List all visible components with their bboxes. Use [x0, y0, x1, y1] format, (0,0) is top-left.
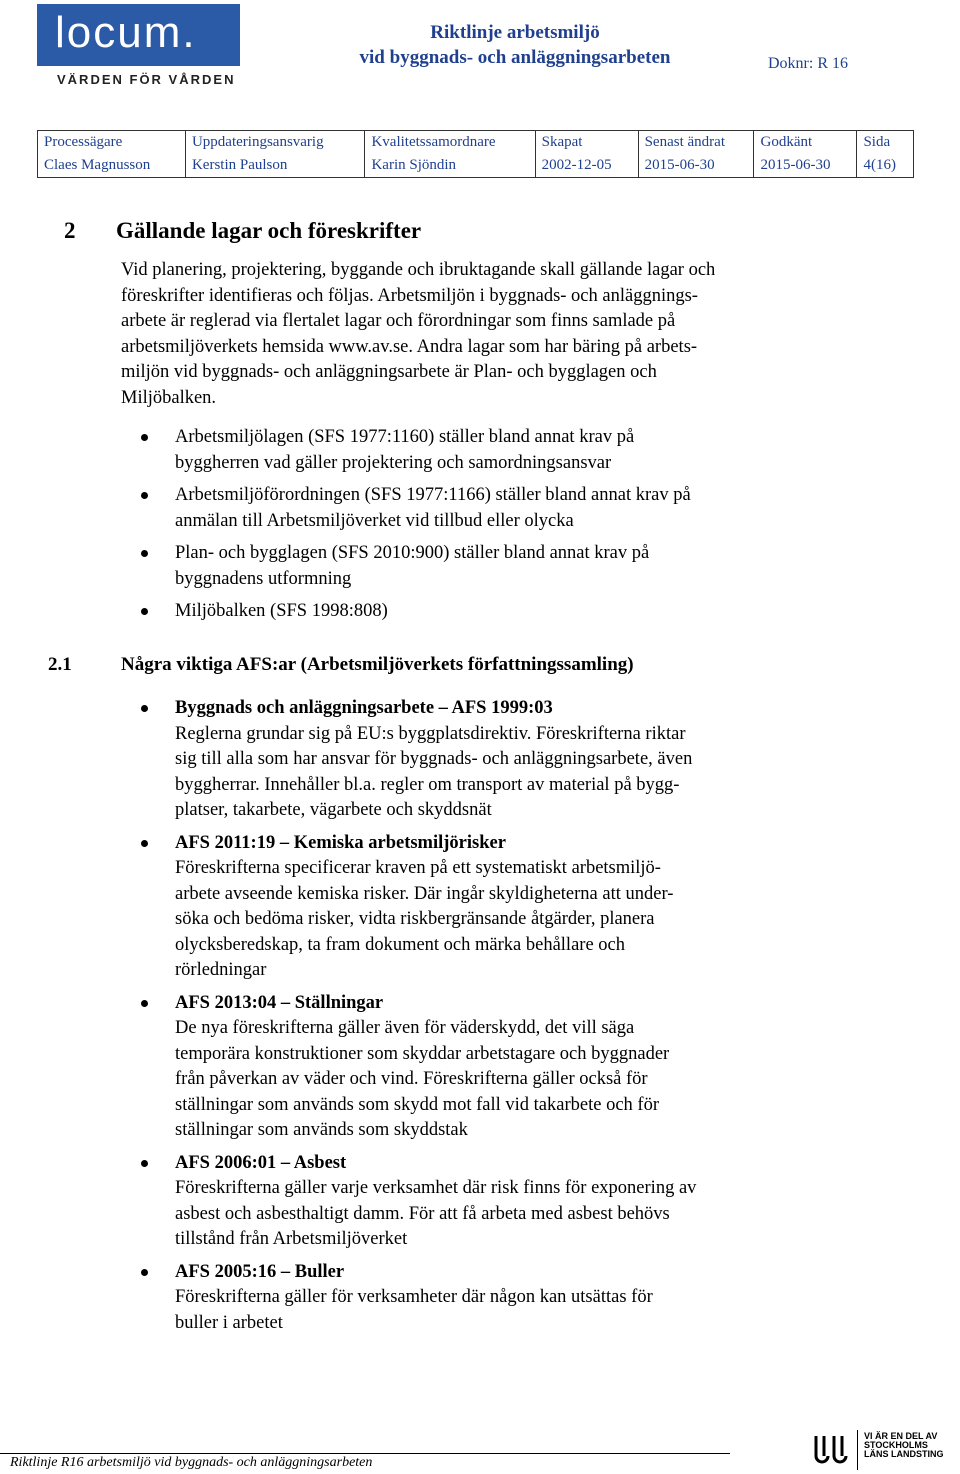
paragraph-line: föreskrifter identifieras och följas. Arbetsmiljön i byggnads- och anläggnings- [121, 285, 698, 306]
meta-value-cell: Claes Magnusson [38, 154, 186, 178]
meta-header-cell: Godkänt [754, 131, 857, 155]
list-item [140, 425, 820, 476]
paragraph-line: Miljöbalken. [121, 387, 217, 408]
sll-logo [812, 1430, 960, 1470]
meta-value-cell: 2015-06-30 [754, 154, 857, 178]
paragraph-line: miljön vid byggnads- och anläggningsarbete är Plan- och bygglagen och [121, 362, 657, 382]
list-line: De nya föreskrifterna gäller även för väderskydd, det vill säga [175, 1018, 635, 1038]
list-line: Plan- och bygglagen (SFS 2010:900) ställer bland annat krav på [175, 543, 650, 563]
list-line: buller i arbetet [175, 1312, 283, 1333]
list-line: asbest och asbesthaltigt damm. För att få arbeta med asbest behövs [175, 1203, 670, 1224]
list-item [140, 541, 820, 592]
list-item [140, 991, 820, 1144]
title-line-1: Riktlinje arbetsmiljö [430, 22, 600, 43]
afs-heading: AFS 2006:01 – Asbest [175, 1152, 347, 1173]
afs-heading: AFS 2005:16 – Buller [175, 1261, 345, 1282]
afs-heading: AFS 2011:19 – Kemiska arbetsmiljörisker [175, 832, 506, 853]
section-heading [64, 218, 421, 244]
sll-text-line: STOCKHOLMS [864, 1440, 928, 1450]
paragraph-line: arbetsmiljöverkets hemsida www.av.se. Andra lagar som har bäring på arbets- [121, 336, 698, 357]
list-line: ställningar som används som skyddstak [175, 1120, 468, 1140]
list-line: Föreskrifterna gäller varje verksamhet där risk finns för exponering av [175, 1178, 697, 1198]
footer-divider [0, 1453, 730, 1454]
list-line: Arbetsmiljölagen (SFS 1977:1160) ställer bland annat krav på [175, 427, 635, 447]
list-item [140, 1151, 820, 1253]
afs-heading: Byggnads och anläggningsarbete – AFS 1999:03 [175, 698, 553, 718]
subsection-number: 2.1 [48, 654, 72, 675]
sll-text [864, 1432, 960, 1459]
list-line: anmälan till Arbetsmiljöverket vid tillbud eller olycka [175, 510, 574, 531]
list-item [140, 696, 820, 824]
list-line: Arbetsmiljöförordningen (SFS 1977:1166) ställer bland annat krav på [175, 485, 691, 505]
list-line: från påverkan av väder och vind. Föreskrifterna gäller också för [175, 1069, 648, 1089]
sll-text-line: LÄNS LANDSTING [864, 1449, 944, 1459]
bullet-icon [141, 705, 148, 712]
list-line: ställningar som används som skydd mot fall vid takarbete och för [175, 1094, 659, 1115]
list-line: platser, takarbete, vägarbete och skyddsnät [175, 800, 492, 820]
sll-emblem-icon [812, 1434, 850, 1466]
document-title [300, 20, 730, 70]
list-line: sig till alla som har ansvar för byggnads- och anläggningsarbete, även [175, 749, 693, 769]
logo-tagline: VÄRDEN FÖR VÅRDEN [57, 72, 236, 87]
list-item [140, 1260, 820, 1337]
sll-divider [857, 1430, 858, 1470]
bullet-icon [141, 434, 148, 441]
list-line: tillstånd från Arbetsmiljöverket [175, 1229, 408, 1249]
metadata-table [37, 130, 914, 178]
paragraph-line: arbete är reglerad via flertalet lagar och förordningar som finns samlade på [121, 311, 676, 331]
list-item [140, 831, 820, 984]
list-item [140, 483, 820, 534]
metadata-header-row [38, 131, 914, 155]
document-number: Doknr: R 16 [768, 55, 848, 72]
list-line: olycksberedskap, ta fram dokument och märka behållare och [175, 934, 625, 955]
list-line: byggherren vad gäller projektering och samordningsansvar [175, 452, 612, 473]
list-item [140, 599, 820, 625]
logo-wordmark: locum. [37, 4, 240, 66]
meta-header-cell: Uppdateringsansvarig [185, 131, 364, 155]
bullet-icon [141, 1000, 148, 1007]
sll-text-line: VI ÄR EN DEL AV [864, 1431, 938, 1441]
meta-value-cell: 4(16) [857, 154, 914, 178]
bullet-icon [141, 1269, 148, 1276]
law-list [140, 425, 820, 632]
title-line-2: vid byggnads- och anläggningsarbeten [359, 47, 671, 68]
bullet-icon [141, 608, 148, 615]
meta-value-cell: 2015-06-30 [638, 154, 754, 178]
meta-header-cell: Sida [857, 131, 914, 155]
meta-header-cell: Processägare [38, 131, 186, 155]
meta-value-cell: Kerstin Paulson [185, 154, 364, 178]
bullet-icon [141, 1160, 148, 1167]
footer-text: Riktlinje R16 arbetsmiljö vid byggnads- och anläggningsarbeten [10, 1455, 373, 1470]
list-line: rörledningar [175, 960, 267, 980]
list-line: Miljöbalken (SFS 1998:808) [175, 601, 388, 621]
bullet-icon [141, 840, 148, 847]
list-line: söka och bedöma risker, vidta riskbergränsande åtgärder, planera [175, 909, 655, 929]
list-line: arbete avseende kemiska risker. Där ingår skyldigheterna att under- [175, 883, 674, 904]
locum-logo [37, 4, 240, 90]
bullet-icon [141, 550, 148, 557]
list-line: Föreskrifterna gäller för verksamheter där någon kan utsättas för [175, 1287, 653, 1307]
subsection-heading [48, 654, 634, 676]
afs-heading: AFS 2013:04 – Ställningar [175, 992, 384, 1013]
meta-header-cell: Kvalitetssamordnare [365, 131, 535, 155]
paragraph-line: Vid planering, projektering, byggande och ibruktagande skall gällande lagar och [121, 260, 716, 280]
list-line: byggnadens utformning [175, 568, 352, 589]
list-line: Reglerna grundar sig på EU:s byggplatsdirektiv. Föreskrifterna riktar [175, 723, 686, 744]
bullet-icon [141, 492, 148, 499]
section-title: Gällande lagar och föreskrifter [116, 218, 422, 243]
metadata-value-row [38, 154, 914, 178]
list-line: byggherrar. Innehåller bl.a. regler om transport av material på bygg- [175, 774, 680, 795]
list-line: temporära konstruktioner som skyddar arbetstagare och byggnader [175, 1043, 670, 1064]
section-number: 2 [64, 218, 76, 243]
afs-list [140, 696, 820, 1343]
intro-paragraph [121, 258, 841, 411]
meta-value-cell: Karin Sjöndin [365, 154, 535, 178]
subsection-title: Några viktiga AFS:ar (Arbetsmiljöverkets författningssamling) [121, 654, 634, 675]
meta-header-cell: Senast ändrat [638, 131, 754, 155]
meta-value-cell: 2002-12-05 [535, 154, 638, 178]
meta-header-cell: Skapat [535, 131, 638, 155]
list-line: Föreskrifterna specificerar kraven på ett systematiskt arbetsmiljö- [175, 858, 661, 878]
